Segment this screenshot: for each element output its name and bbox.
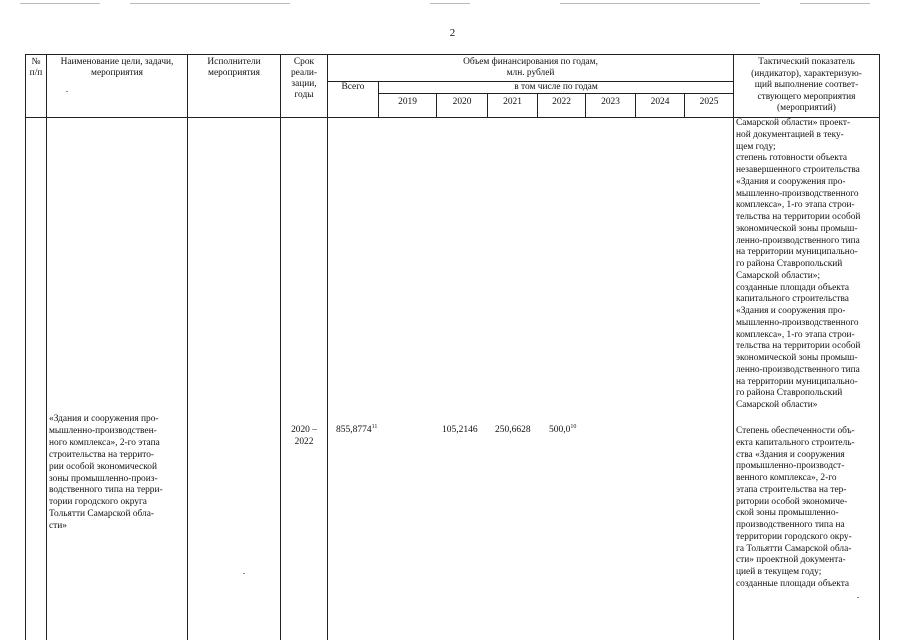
row-value-2022: 500,0$^{10}$ [549,423,577,435]
header-col-executors: Исполнители мероприятия [207,57,261,78]
header-year-2025: 2025 [699,97,719,107]
continued-indicator-text: Самарской области» проект- ной документацией в теку- щем году; степень готовности объекта незавершенного строительства «Здания и сооружения про- мышленно-производственного комплекса», 1-го этапа строи- тельства на территории особой экономической зоны промыш- ленно-производственного типа на территории муниципально- го района Ставропольский Самарской области»; созданные площади объекта капитального строительства «Здания и сооружения про- мышленно-производственного комплекса», 1-го этапа строи- тельства на территории особой экономической зоны промыш- ленно-производственного типа на территории муниципально- го района Ставропольский Самарской области» [736,118,861,410]
footnote-ref: 11 [371,423,378,430]
scan-mark [20,3,100,4]
header-col-indicator: Тактический показатель (индикатор), характеризую- щий выполнение соответ- ствующего мероприятия (мероприятий) [751,57,862,113]
table-top-border [25,54,879,55]
col-divider [733,54,734,640]
header-year-2019: 2019 [398,97,417,107]
header-year-2024: 2024 [650,97,670,107]
row-value-2020: 105,2146 [442,425,478,435]
scan-speck [857,597,859,598]
row-value-2021: 250,6628 [495,425,531,435]
col-divider [187,54,188,640]
scan-mark [800,3,870,4]
header-col-name: Наименование цели, задачи, мероприятия [60,57,174,78]
header-col-number: № п/п [29,57,43,78]
header-year-2022: 2022 [552,97,571,107]
header-col-total: Всего [341,82,365,92]
row-total: 855,8774$^{11}$ [336,423,378,435]
header-col-by-year: в том числе по годам [514,82,598,92]
header-col-term: Срок реали- зации, годы [290,57,318,100]
col-divider [280,54,281,640]
page-number: 2 [449,27,456,39]
scan-speck [243,573,245,574]
col-divider [46,54,47,640]
years-header-divider [378,93,733,94]
footnote-ref: 10 [570,423,577,430]
header-year-2023: 2023 [601,97,620,107]
scan-mark [430,3,470,4]
scan-mark [560,3,760,4]
scan-mark [130,3,290,4]
row-indicator-text: Степень обеспеченности объ- екта капитального строитель- ства «Здания и сооружения промышленно-производст- венного комплекса», 2-го этапа строительства на тер- ритории особой экономиче- ской зоны промышленно- производственного типа на территории городского окру- га Тольятти Самарской обла- сти» проектной документа- цией в текущем году; созданные площади объекта [736,426,855,589]
row-term: 2020 – 2022 [291,425,317,447]
header-year-2021: 2021 [503,97,522,107]
col-divider [327,54,328,640]
header-col-funding: Объем финансирования по годам, млн. рублей [463,57,598,78]
table-left-border [25,54,26,640]
scan-speck [66,91,68,92]
row-activity-name: «Здания и сооружения про- мышленно-производствен- ного комплекса», 2-го этапа строительства на террито- рии особой экономической зоны промышленно-произ- водственного типа на терри- тории городского округа Тольятти Самарской обла- сти» [49,414,163,532]
table-right-border [879,54,880,640]
header-year-2020: 2020 [452,97,472,107]
